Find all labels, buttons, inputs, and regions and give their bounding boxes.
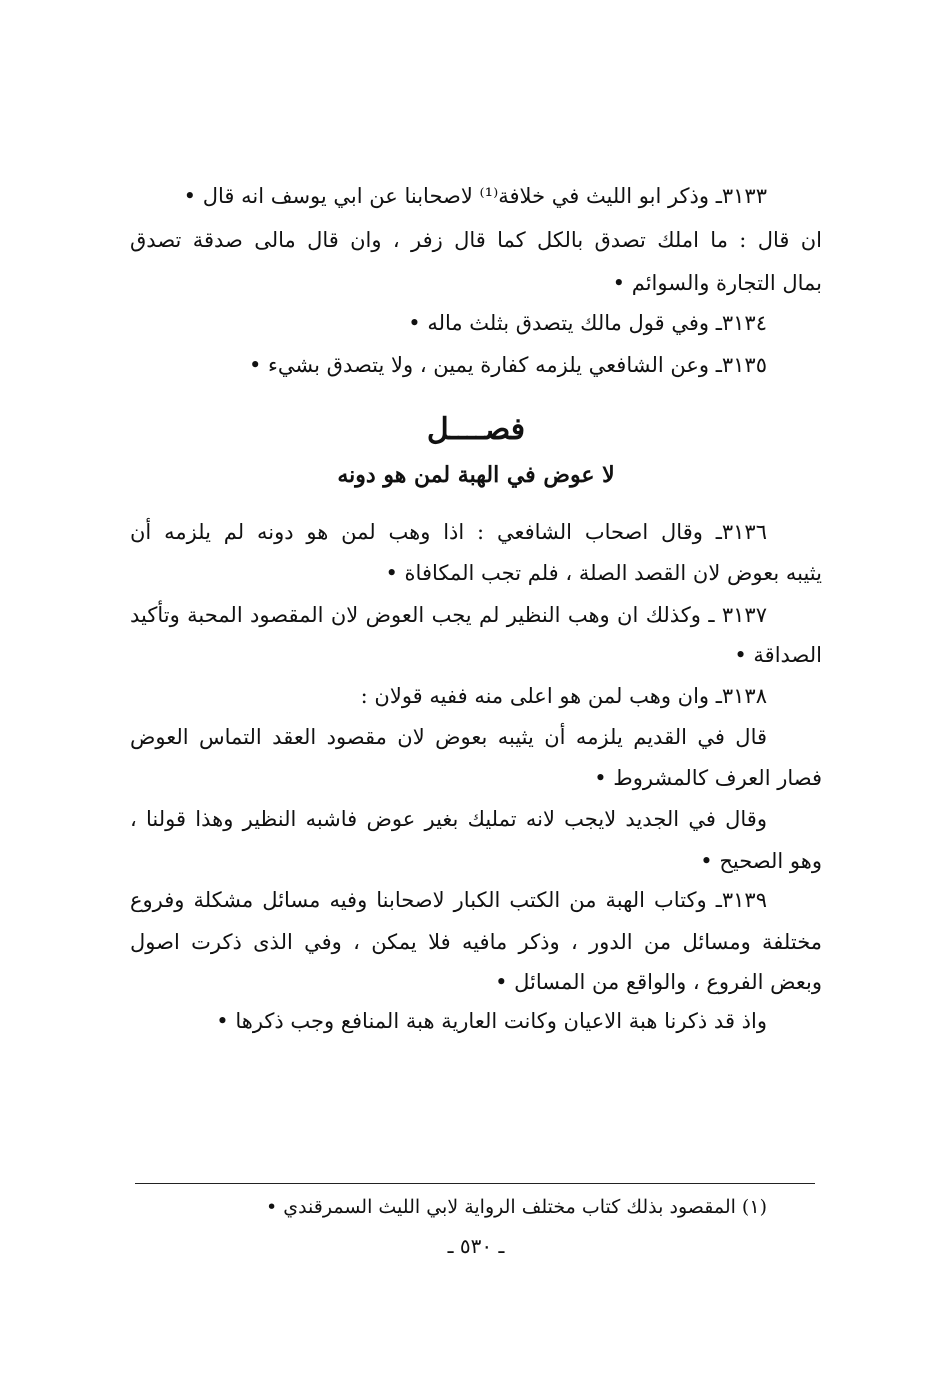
paragraph-3137-line-1: ٣١٣٧ ـ وكذلك ان وهب النظير لم يجب العوض لان المقصود المحبة وتأكيد	[130, 603, 767, 627]
footnote: (١) المقصود بذلك كتاب مختلف الرواية لابي الليث السمرقندي •	[265, 1196, 767, 1218]
paragraph-3135: ٣١٣٥ـ وعن الشافعي يلزمه كفارة يمين ، ولا يتصدق بشيء •	[248, 353, 767, 377]
paragraph-3138-line-4: وقال في الجديد لايجب لانه تمليك بغير عوض فاشبه النظير وهذا قولنا ،	[130, 807, 767, 831]
paragraph-3138-line-1: ٣١٣٨ـ وان وهب لمن هو اعلى منه ففيه قولان :	[360, 684, 767, 708]
paragraph-3139-line-4: واذ قد ذكرنا هبة الاعيان وكانت العارية هبة المنافع وجب ذكرها •	[216, 1009, 767, 1033]
paragraph-3138-line-3: فصار العرف كالمشروط •	[594, 766, 822, 790]
page-number: ـ ٥٣٠ ـ	[447, 1234, 505, 1258]
paragraph-3133-line-2: ان قال : ما املك تصدق بالكل كما قال زفر ، وان قال مالى صدقة تصدق	[130, 228, 822, 252]
paragraph-3134: ٣١٣٤ـ وفي قول مالك يتصدق بثلث ماله •	[408, 311, 767, 335]
section-title: فصــــل	[426, 412, 526, 447]
footnote-divider	[135, 1183, 815, 1184]
paragraph-3139-line-3: وبعض الفروع ، والواقع من المسائل •	[495, 970, 822, 994]
section-subtitle: لا عوض في الهبة لمن هو دونه	[337, 462, 615, 488]
paragraph-3139-line-1: ٣١٣٩ـ وكتاب الهبة من الكتب الكبار لاصحابنا وفيه مسائل مشكلة وفروع	[130, 888, 767, 912]
paragraph-3133-line-1: ٣١٣٣ـ وذكر ابو الليث في خلافة⁽¹⁾ لاصحابنا عن ابي يوسف انه قال •	[183, 184, 767, 208]
paragraph-3137-line-2: الصداقة •	[734, 643, 822, 667]
paragraph-3133-line-3: بمال التجارة والسوائم •	[612, 271, 822, 295]
paragraph-3138-line-2: قال في القديم يلزمه أن يثيبه بعوض لان مقصود العقد التماس العوض	[130, 725, 768, 749]
paragraph-3136-line-1: ٣١٣٦ـ وقال اصحاب الشافعي : اذا وهب لمن هو دونه لم يلزمه أن	[130, 520, 767, 544]
paragraph-3138-line-5: وهو الصحيح •	[700, 849, 822, 873]
paragraph-3136-line-2: يثيبه بعوض لان القصد الصلة ، فلم تجب المكافاة •	[385, 561, 822, 585]
paragraph-3139-line-2: مختلفة ومسائل من الدور ، وذكر مافيه فلا يمكن ، وفي الذى ذكرت اصول	[130, 930, 822, 954]
